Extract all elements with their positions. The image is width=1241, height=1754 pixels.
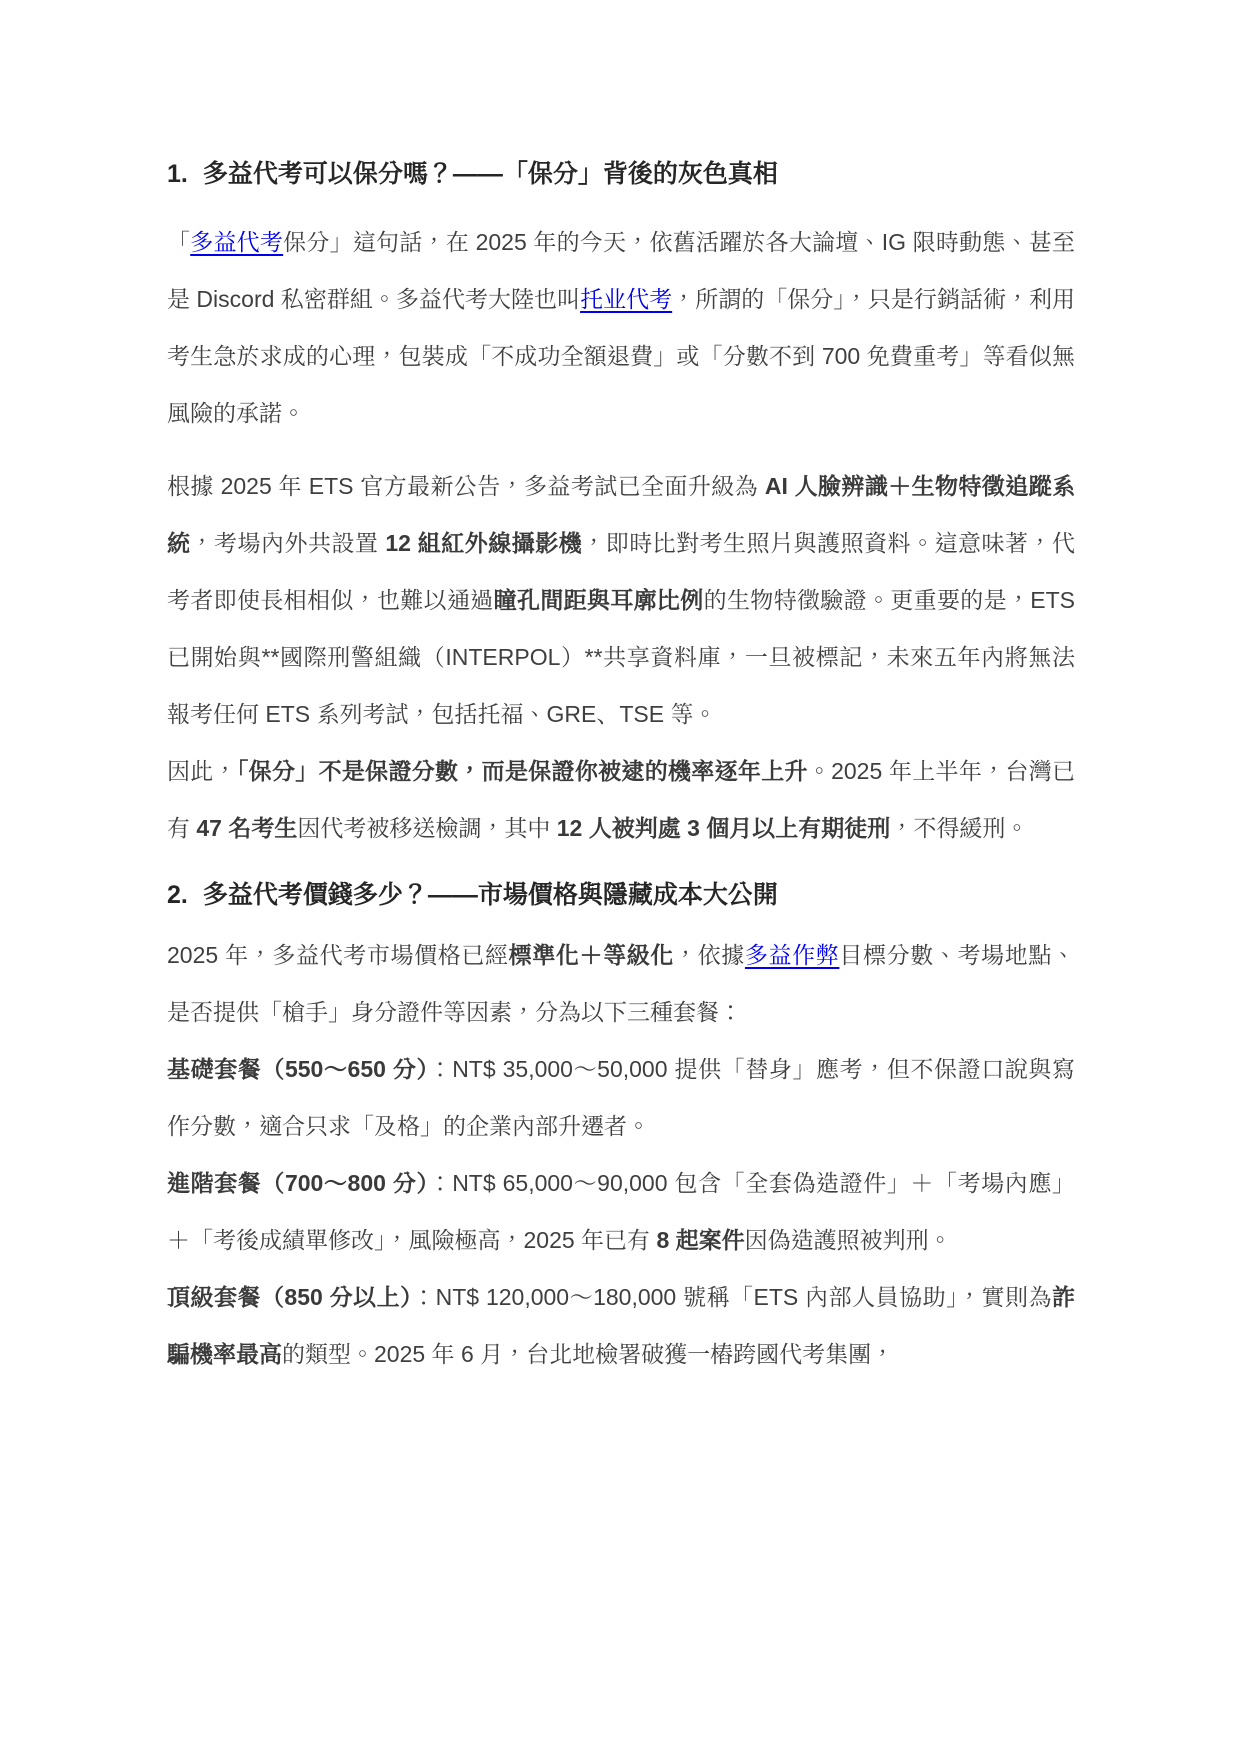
section-1-heading: [167, 156, 1075, 192]
text-run: ，不得緩刑。: [890, 815, 1029, 841]
text-run: 因此，: [167, 758, 237, 784]
bold-text-run: 12 人被判處 3 個月以上有期徒刑: [556, 815, 891, 841]
text-run: 因代考被移送檢調，其中: [297, 815, 557, 841]
text-run: 根據 2025 年 ETS 官方最新公告，多益考試已全面升級為: [167, 473, 765, 499]
text-run: 多益代考價錢多少？——市場價格與隱藏成本大公開: [202, 881, 778, 909]
text-run: ，依據: [674, 942, 745, 968]
text-run: 「: [167, 229, 191, 255]
text-run: 的類型。2025 年 6 月，台北地檢署破獲一樁跨國代考集團，: [282, 1341, 895, 1367]
text-run: ，所謂的「保分」，只是行銷話術，利用考生急於求成的心理，包裝成「不成功全額退費」或「分數不到 700 免費重考」等看似無風險的承諾。: [167, 286, 1076, 426]
section-2-heading: [167, 877, 1075, 913]
para-basic-package: [167, 1041, 1075, 1155]
text-run: 。2025 年上半年，台灣已有: [167, 758, 1075, 841]
bold-text-run: 進階套餐（700～800 分）: [167, 1170, 429, 1196]
link-tuoye-daikao[interactable]: 托业代考: [580, 286, 673, 312]
text-run: ：NT$ 65,000～90,000 包含「全套偽造證件」＋「考場內應」＋「考後成績單修改」，風險極高，2025 年已有: [167, 1170, 1075, 1253]
text-run: 保分」這句話，在 2025 年的今天，依舊活躍於各大論壇、IG 限時動態、甚至是 Discord 私密群組。多益代考大陸也叫: [167, 229, 1076, 312]
text-run: ，考場內外共設置: [190, 530, 386, 556]
bold-text-run: 「保分」不是保證分數，而是保證你被逮的機率逐年上升: [236, 758, 808, 784]
heading-number: 2.: [167, 881, 188, 909]
bold-text-run: 8 起案件: [656, 1227, 745, 1253]
text-run: 2025 年，多益代考市場價格已經: [167, 942, 509, 968]
heading-number: 1.: [167, 160, 188, 188]
bold-text-run: 基礎套餐（550～650 分）: [167, 1056, 429, 1082]
text-run: 因偽造護照被判刑。: [744, 1227, 952, 1253]
text-run: 的生物特徵驗證。更重要的是，ETS 已開始與**國際刑警組織（INTERPOL）**共享資料庫，一旦被標記，未來五年內將無法報考任何 ETS 系列考試，包括托福、GRE、TSE 等。: [167, 587, 1076, 727]
text-run: 目標分數、考場地點、是否提供「槍手」身分證件等因素，分為以下三種套餐：: [167, 942, 1076, 1025]
para-advanced-package: [167, 1155, 1075, 1269]
bold-text-run: 47 名考生: [196, 815, 298, 841]
para-intro: [167, 214, 1075, 442]
para-market-price: [167, 927, 1075, 1041]
para-consequence: [167, 743, 1075, 857]
bold-text-run: 瞳孔間距與耳廓比例: [493, 587, 704, 613]
para-ets-upgrade: [167, 458, 1075, 743]
text-run: ：NT$ 35,000～50,000 提供「替身」應考，但不保證口說與寫作分數，適合只求「及格」的企業內部升遷者。: [167, 1056, 1075, 1139]
bold-text-run: AI 人臉辨識＋生物特徵追蹤系統: [167, 473, 1076, 556]
text-run: 多益代考可以保分嗎？——「保分」背後的灰色真相: [202, 160, 778, 188]
text-run: ，即時比對考生照片與護照資料。這意味著，代考者即使長相相似，也難以通過: [167, 530, 1076, 613]
link-toeic-proxy[interactable]: 多益代考: [190, 229, 284, 255]
bold-text-run: 詐騙機率最高: [167, 1284, 1076, 1367]
bold-text-run: 頂級套餐（850 分以上）: [167, 1284, 413, 1310]
para-premium-package: [167, 1269, 1075, 1383]
bold-text-run: 12 組紅外線攝影機: [385, 530, 583, 556]
text-run: ：NT$ 120,000～180,000 號稱「ETS 內部人員協助」，實則為: [412, 1284, 1053, 1310]
bold-text-run: 標準化＋等級化: [508, 942, 675, 968]
link-toeic-cheating[interactable]: 多益作弊: [744, 942, 840, 968]
